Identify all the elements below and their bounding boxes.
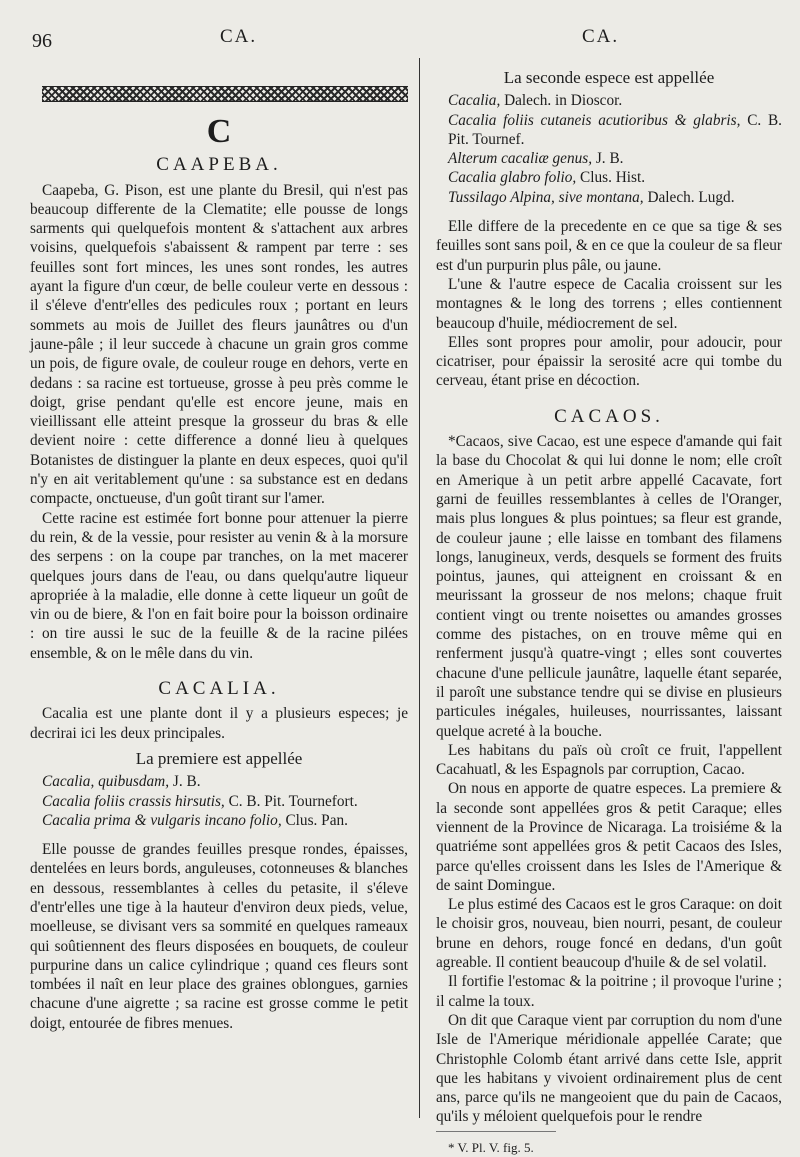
footnote: * V. Pl. V. fig. 5. (448, 1139, 534, 1155)
heading-cacalia: CACALIA. (158, 678, 280, 700)
running-head-left: CA. (220, 26, 258, 47)
footnote-rule (436, 1131, 556, 1132)
cacaos-paragraph-4: Le plus estimé des Cacaos est le gros Caraque: on doit le choisir gros, nouveau, bien nourri, pesant, de couleur brune en dehors, rouge foncé en dedans, d'un goût agreable. Il contient beaucoup d'huile & de sel volatil. (436, 896, 782, 972)
subheading-first-species: La premiere est appellée (135, 748, 303, 768)
caapeba-paragraph-2: Cette racine est estimée fort bonne pour attenuer la pierre du rein, & de la vessie, pour resister au venin & à la morsure des serpens : on la coupe par tranches, on la met macerer quelques jours dans de l'eau, ou dans quelqu'autre liqueur apropriée à la maladie, elle donne à cette liqueur un goût de vin ou de biere, & l'on en fait boire pour la boisson ordinaire : on tire aussi le suc de la feuille & de la racine pilées ensemble, & on le mêle dans du vin. (30, 509, 408, 662)
synonym-line: Cacalia prima & vulgaris incano folio, Clus. Pan. (42, 811, 348, 829)
ornament-band (42, 86, 408, 102)
synonym-line: Cacalia foliis crassis hirsutis, C. B. Pit. Tournefort. (42, 792, 358, 810)
synonym-line: Cacalia foliis cutaneis acutioribus & glabris, C. B. Pit. Tournef. (448, 111, 782, 148)
cacalia-paragraph-4: L'une & l'autre espece de Cacalia croissent sur les montagnes & le long des torrens ; elles contiennent beaucoup d'huile, médiocrement de sel. (436, 275, 782, 332)
synonym-line: Cacalia, quibusdam, J. B. (42, 773, 201, 791)
cacaos-paragraph-6: On dit que Caraque vient par corruption du nom d'une Isle de l'Amerique méridionale appellée Carate; que Christophle Colomb étant arrivé dans cette Isle, apprit que les habitans y vivoient ordinairement plus de cent ans, parce qu'ils ne mangeoient que du pain de Cacaos, qu'ils y méloient quelquefois pour le rendre (436, 1011, 782, 1126)
cacaos-paragraph-1: *Cacaos, sive Cacao, est une espece d'amande qui fait la base du Chocolat & qui lui donne le nom; elle croît en Amerique à un petit arbre appellé Cacavate, fort garni de feuilles ressemblantes à celles de l'Oranger, mais plus longues & plus pointues; sa fleur est grande, de couleur jaune ; elle laisse en tombant des filamens longs, lanugineux, verds, desquels se forment des fruits pointus, jaunes, qui atteignent en croissant & en meurissant la grosseur de nos melons; chaque fruit contient vingt ou trente noisettes ou amandes grosses comme des pistaches, on en trouve même qui en renferment jusqu'à quatre-vingt ; elles sont couvertes chacune d'une pellicule jaunâtre, laquelle étant separée, il paroît une substance tendre qui se divise en plusieurs particules inégales, huileuses, nourrissantes, laissant quelque acreté à la bouche. (436, 433, 782, 740)
cacalia-paragraph-5: Elles sont propres pour amolir, pour adoucir, pour cicatriser, pour épaissir la serosité acre qui tombe du cerveau, étant prise en décoction. (436, 333, 782, 390)
cacaos-paragraph-2: Les habitans du païs où croît ce fruit, l'appellent Cacahuatl, & les Espagnols par corruption, Cacao. (436, 741, 782, 779)
section-letter: C (206, 113, 232, 150)
cacaos-paragraph-5: Il fortifie l'estomac & la poitrine ; il provoque l'urine ; il calme la toux. (436, 973, 782, 1010)
cacaos-paragraph-3: On nous en apporte de quatre especes. La premiere & la seconde sont appellées gros & petit Caraque; elles viennent de la Province de Nicaraga. La troisiéme & la quatriéme sont appellées gros & petit Cacaos des Isles, parce qu'elles croissent dans les Isles de l'Amerique & de saint Domingue. (436, 780, 782, 894)
cacalia-paragraph-2: Elle pousse de grandes feuilles presque rondes, épaisses, dentelées en leurs bords, anguleuses, cotonneuses & blanches en dessous, ressemblantes à celles du petasite, il s'éleve d'entr'elles une tige à la hauteur d'environ deux pieds, velue, moelleuse, se divisant vers sa sommité en quelques rameaux qui soûtiennent des fleurs disposées en bouquets, de couleur purpurine dans un calice cylindrique ; quand ces fleurs sont tombées il naît en leur place des graines oblongues, garnies chacune d'une aigrette ; sa racine est grosse comme le petit doigt, entourée de fibres menues. (30, 841, 408, 1032)
synonym-line: Alterum cacaliæ genus, J. B. (448, 150, 624, 168)
synonym-line: Tussilago Alpina, sive montana, Dalech. Lugd. (448, 188, 735, 206)
cacalia-paragraph-1: Cacalia est une plante dont il y a plusieurs especes; je decrirai ici les deux principales. (30, 705, 408, 742)
running-head-right: CA. (582, 26, 620, 47)
synonym-line: Cacalia, Dalech. in Dioscor. (448, 92, 623, 110)
heading-caapeba: CAAPEBA. (156, 154, 282, 176)
cacalia-paragraph-3: Elle differe de la precedente en ce que sa tige & ses feuilles sont sans poil, & en ce que la couleur de sa fleur est d'un purpurin plus pâle, ou jaune. (436, 218, 782, 274)
left-column (30, 112, 408, 1033)
heading-cacaos: CACAOS. (554, 405, 664, 427)
caapeba-paragraph-1: Caapeba, G. Pison, est une plante du Bresil, qui n'est pas beaucoup differente de la Clematite; elle pousse de longs sarments qui quelquefois montent & s'attachent aux arbres voisins, quelquefois s'abaissent & rampent par terre : ses feuilles sont fort minces, les unes sont rondes, les autres ayant la figure d'un cœur, de belle couleur verte en dessous : il s'éleve d'entr'elles des pedicules roux ; portant en leurs sommets au mois de Juillet des fleurs jaunâtres ou d'un jaune-pâle ; il leur succede à chacune un grain gros comme un pois, de figure ovale, de couleur rouge en dehors, verte en dedans : sa racine est tortueuse, grosse à peu près comme le doigt, grise pendant qu'elle est encore jeune, mais en vieillissant elle atteint presque la grosseur du bras & elle devient noire : cette difference a donné lieu à quelques Botanistes de distinguer la plante en deux especes, quoi qu'il n'y en ait veritablement qu'une : sa substance est en dedans compacte, onctueuse, d'un goût tirant sur l'amer. (30, 181, 408, 508)
synonym-line: Cacalia glabro folio, Clus. Hist. (448, 169, 646, 187)
subheading-second-species: La seconde espece est appellée (503, 68, 715, 87)
page-number: 96 (32, 30, 52, 52)
column-rule (419, 58, 420, 1118)
right-column (436, 62, 782, 1157)
